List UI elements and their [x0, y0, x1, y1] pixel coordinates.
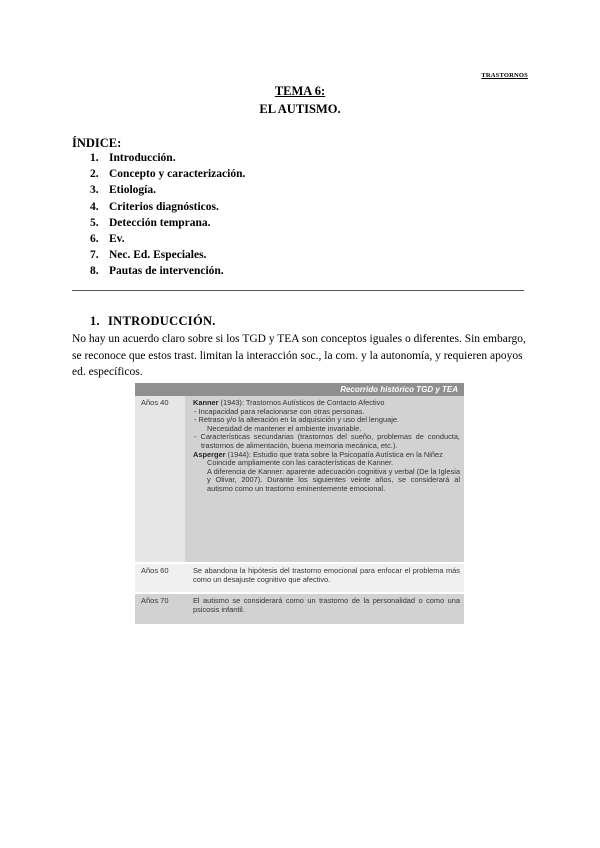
section-heading-num: 1.: [90, 314, 100, 328]
history-table: [135, 383, 464, 628]
index-item-label: Detección temprana.: [109, 216, 211, 229]
section-heading: [90, 314, 216, 329]
index-item: [90, 182, 245, 198]
index-item-label: Introducción.: [109, 152, 176, 164]
index-item-num: 7.: [90, 249, 99, 262]
index-item-num: 5.: [90, 216, 99, 229]
title-line-2: EL AUTISMO.: [259, 102, 341, 116]
asperger-name: Asperger: [193, 449, 226, 459]
intro-paragraph: No hay un acuerdo claro sobre si los TGD y TEA son conceptos iguales o diferentes. Sin embargo, se reconoce que estos trast. limitan la interacción soc., la com. y la autonomía, y requieren apoyos ed. específicos.: [72, 333, 526, 378]
index-item-label: Etiología.: [109, 184, 156, 197]
index-item: [90, 231, 245, 247]
index-item-num: 4.: [90, 200, 99, 213]
index-item-label: Ev.: [109, 232, 125, 245]
index-item: [90, 150, 245, 166]
table-row: [135, 564, 464, 592]
section-divider: [72, 290, 524, 291]
index-item: [90, 166, 245, 182]
table-row-year: Años 70: [135, 594, 185, 624]
title-line-1: TEMA 6:: [274, 84, 326, 98]
index-item-num: 1.: [90, 152, 99, 164]
kanner-bullet: - Características secundarias (trastornos del sueño, problemas de conducta, trastornos de alimentación, buena memoria mecánica, etc.).: [194, 432, 460, 450]
table-row-content: Se abandona la hipótesis del trastorno emocional para enfocar el problema más como un desajuste cognitivo que afectivo.: [193, 566, 460, 584]
index-item-num: 2.: [90, 168, 99, 181]
table-row-year: Años 40: [141, 398, 169, 407]
kanner-text: (1943): Trastornos Autísticos de Contacto Afectivo: [218, 398, 385, 407]
index-item: [90, 247, 245, 263]
kanner-name: Kanner: [193, 398, 219, 407]
index-item: [90, 199, 245, 215]
index-heading: ÍNDICE:: [72, 136, 122, 150]
index-item-num: 3.: [90, 184, 99, 197]
index-item-label: Concepto y caracterización.: [109, 168, 246, 181]
index-item-label: Criterios diagnósticos.: [109, 200, 219, 213]
index-item-label: Pautas de intervención.: [109, 265, 224, 278]
page-title: [0, 82, 600, 118]
asperger-line: Coincide ampliamente con las características de Kanner.: [207, 458, 394, 468]
index-item: [90, 215, 245, 231]
index-item: [90, 263, 245, 279]
asperger-text: (1944): Estudio que trata sobre la Psicopatía Autística en la Niñez: [225, 449, 443, 459]
table-row-year: Años 60: [141, 566, 169, 575]
table-row-content: El autismo se considerará como un trastorno de la personalidad o como una psicosis infantil.: [193, 596, 460, 614]
index-item-label: Nec. Ed. Especiales.: [109, 249, 207, 262]
index-item-num: 6.: [90, 232, 99, 245]
table-row-content: [185, 396, 464, 562]
kanner-bullet: - Incapacidad para relacionarse con otras personas.: [194, 406, 365, 416]
table-row: [135, 396, 464, 562]
asperger-line: A diferencia de Kanner: aparente adecuación cognitiva y verbal (De la Iglesia y Olivar, 2007). Durante los siguientes veinte años, se considerará al autismo como un trastorno eminentemente emocional.: [207, 466, 460, 493]
kanner-bullet: - Retraso y/o la alteración en la adquisición y uso del lenguaje.: [194, 415, 400, 425]
index-list: [90, 150, 245, 280]
header-tag: TRASTORNOS: [481, 72, 528, 79]
index-item-num: 8.: [90, 265, 99, 278]
section-heading-text: INTRODUCCIÓN.: [108, 314, 216, 328]
kanner-extra: Necesidad de mantener el ambiente invariable.: [207, 423, 362, 433]
history-table-title: Recorrido histórico TGD y TEA: [135, 383, 464, 396]
table-row: [135, 594, 464, 624]
